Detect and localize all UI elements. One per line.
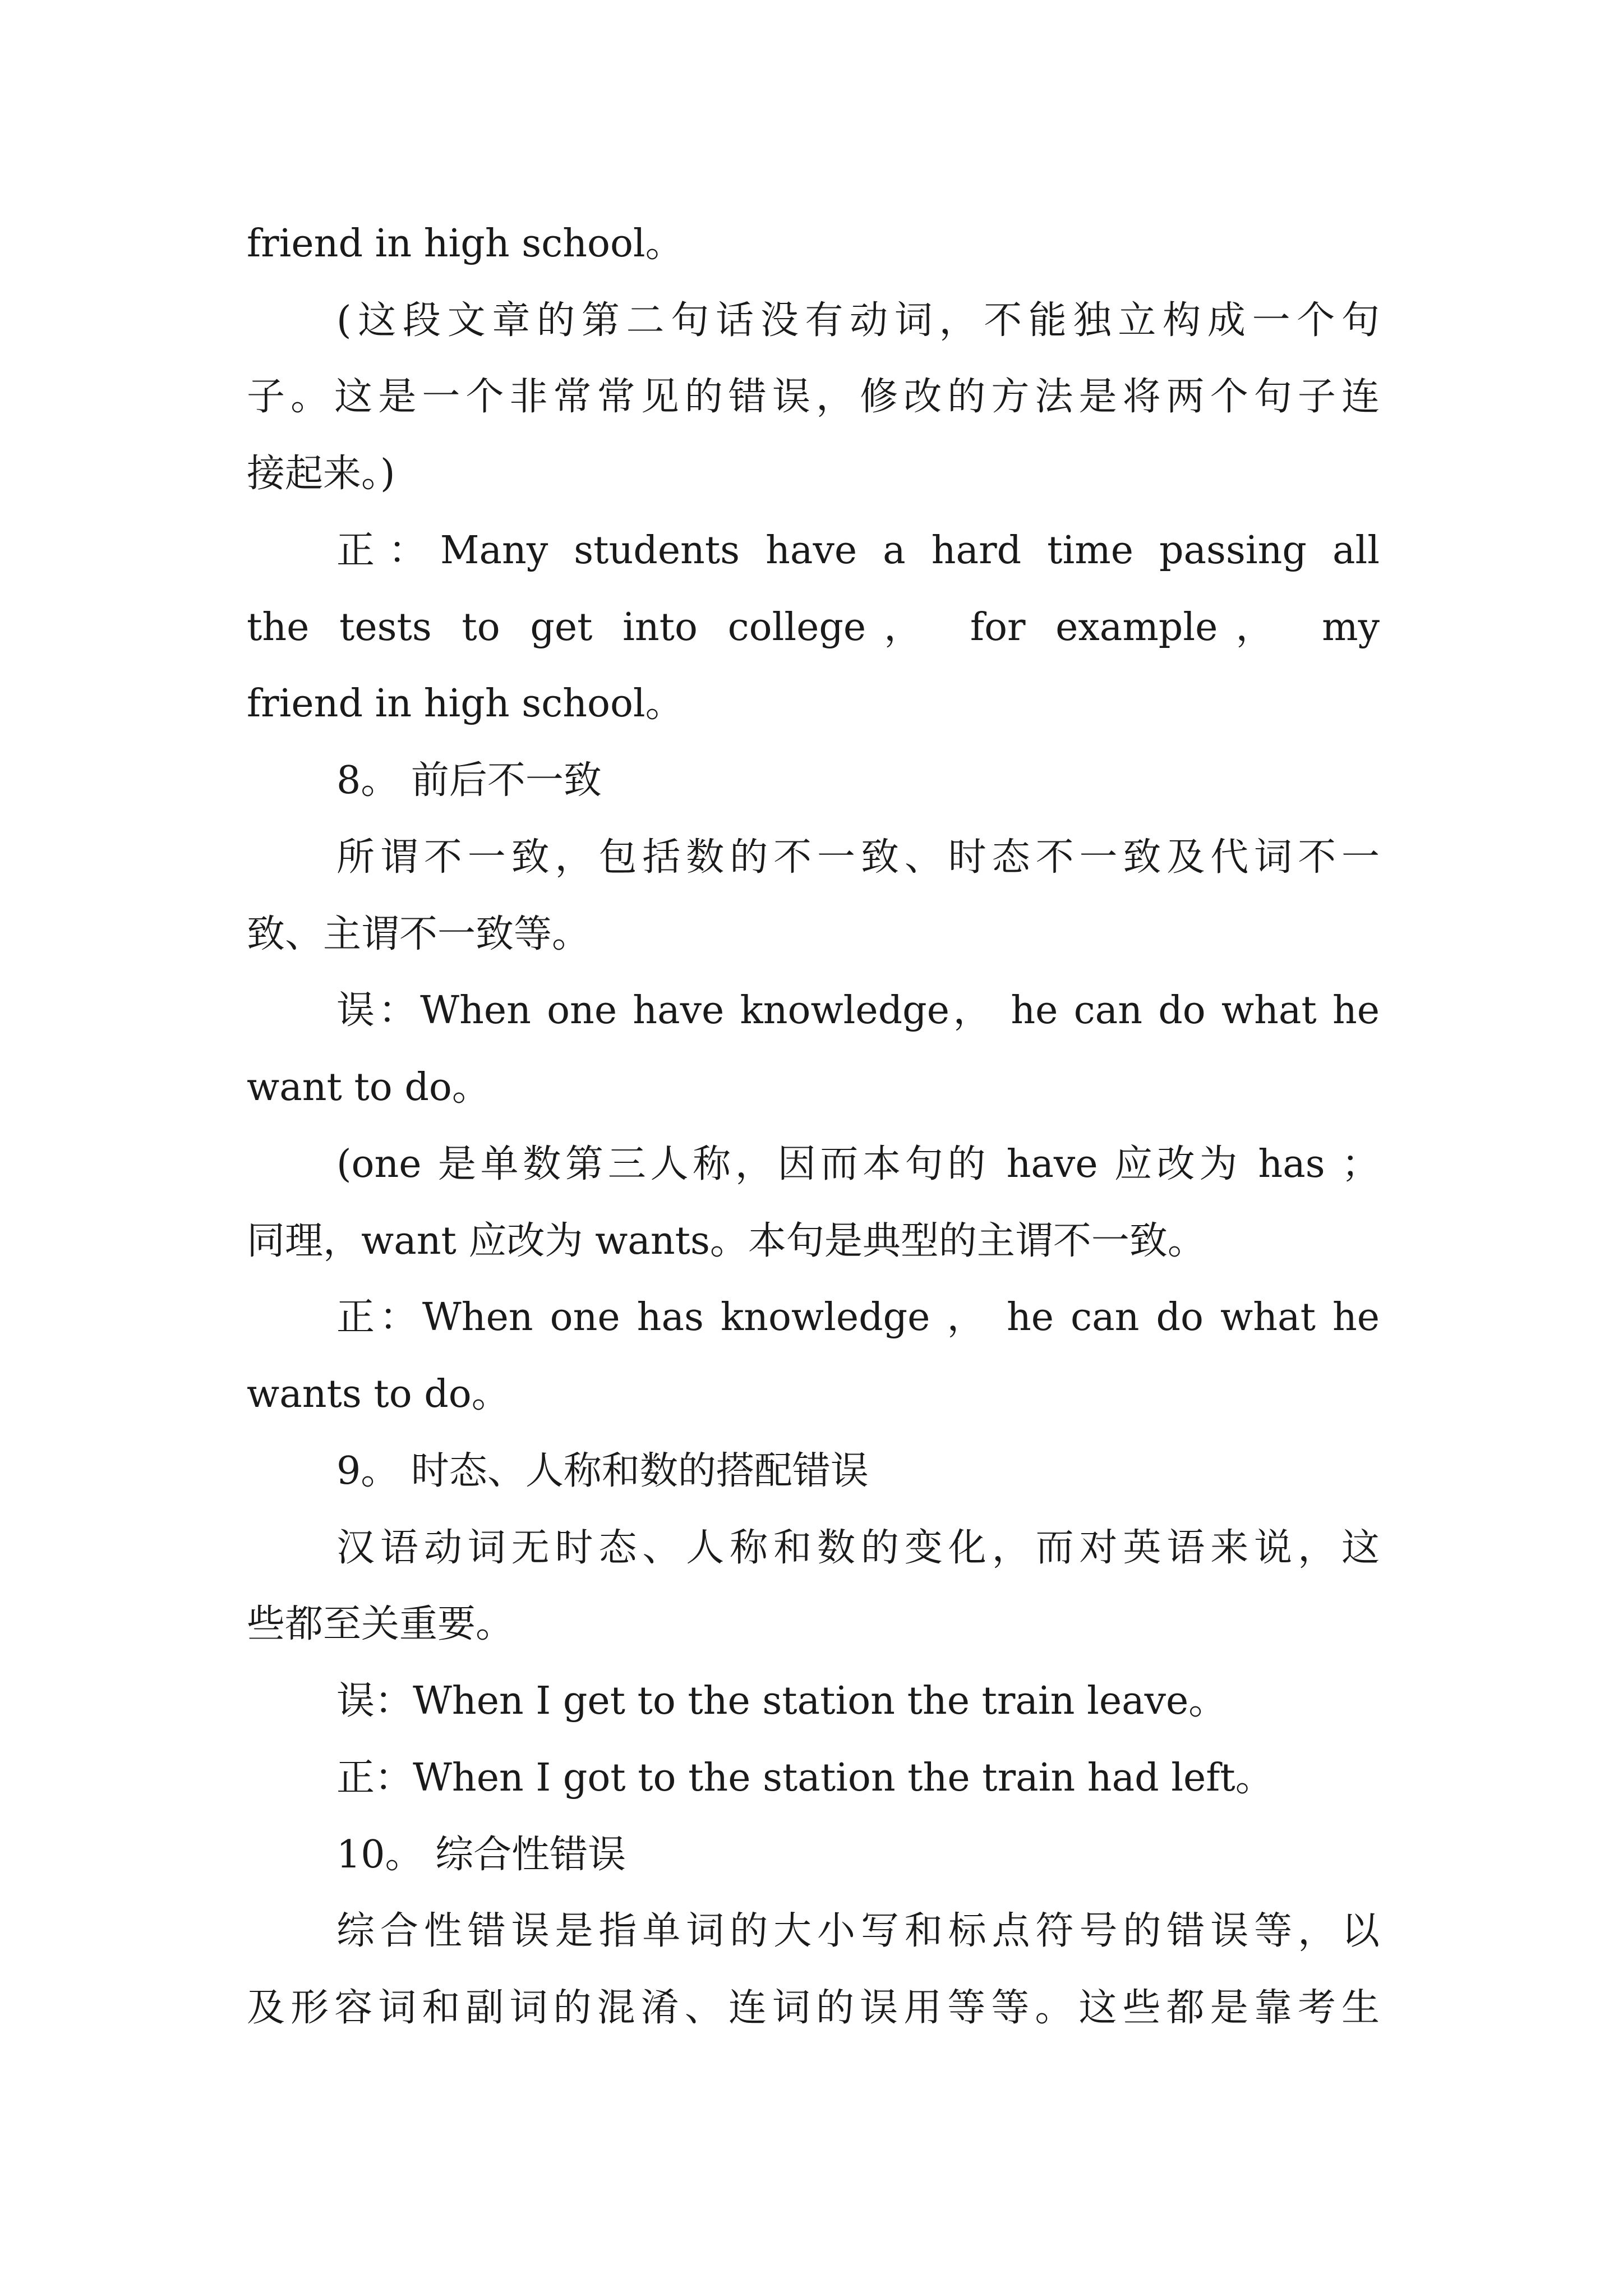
text-line: (这段文章的第二句话没有动词，不能独立构成一个句	[336, 298, 1380, 343]
section-heading: 8。 前后不一致	[336, 758, 602, 803]
text-line: wants to do。	[247, 1372, 510, 1416]
text-line: friend in high school。	[247, 222, 684, 266]
text-line: want to do。	[247, 1065, 490, 1110]
text-line: 正：When I got to the station the train had left。	[336, 1756, 1274, 1800]
text-line: 综合性错误是指单词的大小写和标点符号的错误等，以	[336, 1909, 1380, 1953]
text-line: 误：When I get to the station the train leave。	[336, 1679, 1227, 1723]
text-line: 同理，want 应改为 wants。本句是典型的主谓不一致。	[247, 1219, 1206, 1263]
text-line: 子。这是一个非常常见的错误，修改的方法是将两个句子连	[247, 375, 1380, 419]
text-line: friend in high school。	[247, 682, 684, 726]
text-line: 及形容词和副词的混淆、连词的误用等等。这些都是靠考生	[247, 1986, 1380, 2030]
text-line: 所谓不一致，包括数的不一致、时态不一致及代词不一	[336, 835, 1380, 880]
section-heading: 10。 综合性错误	[336, 1833, 626, 1877]
text-line: the tests to get into college， for example， my	[247, 605, 1380, 650]
text-line: 正：Many students have a hard time passing all	[336, 528, 1380, 573]
text-line: 致、主谓不一致等。	[247, 912, 591, 956]
text-line: (one 是单数第三人称，因而本句的 have 应改为 has ；	[336, 1142, 1380, 1186]
text-line: 正：When one has knowledge ， he can do what he	[336, 1295, 1380, 1340]
text-line: 汉语动词无时态、人称和数的变化，而对英语来说，这	[336, 1526, 1380, 1570]
text-line: 误：When one have knowledge， he can do what he	[336, 988, 1380, 1033]
text-line: 接起来。)	[247, 452, 395, 496]
section-heading: 9。 时态、人称和数的搭配错误	[336, 1449, 869, 1493]
text-line: 些都至关重要。	[247, 1602, 514, 1646]
